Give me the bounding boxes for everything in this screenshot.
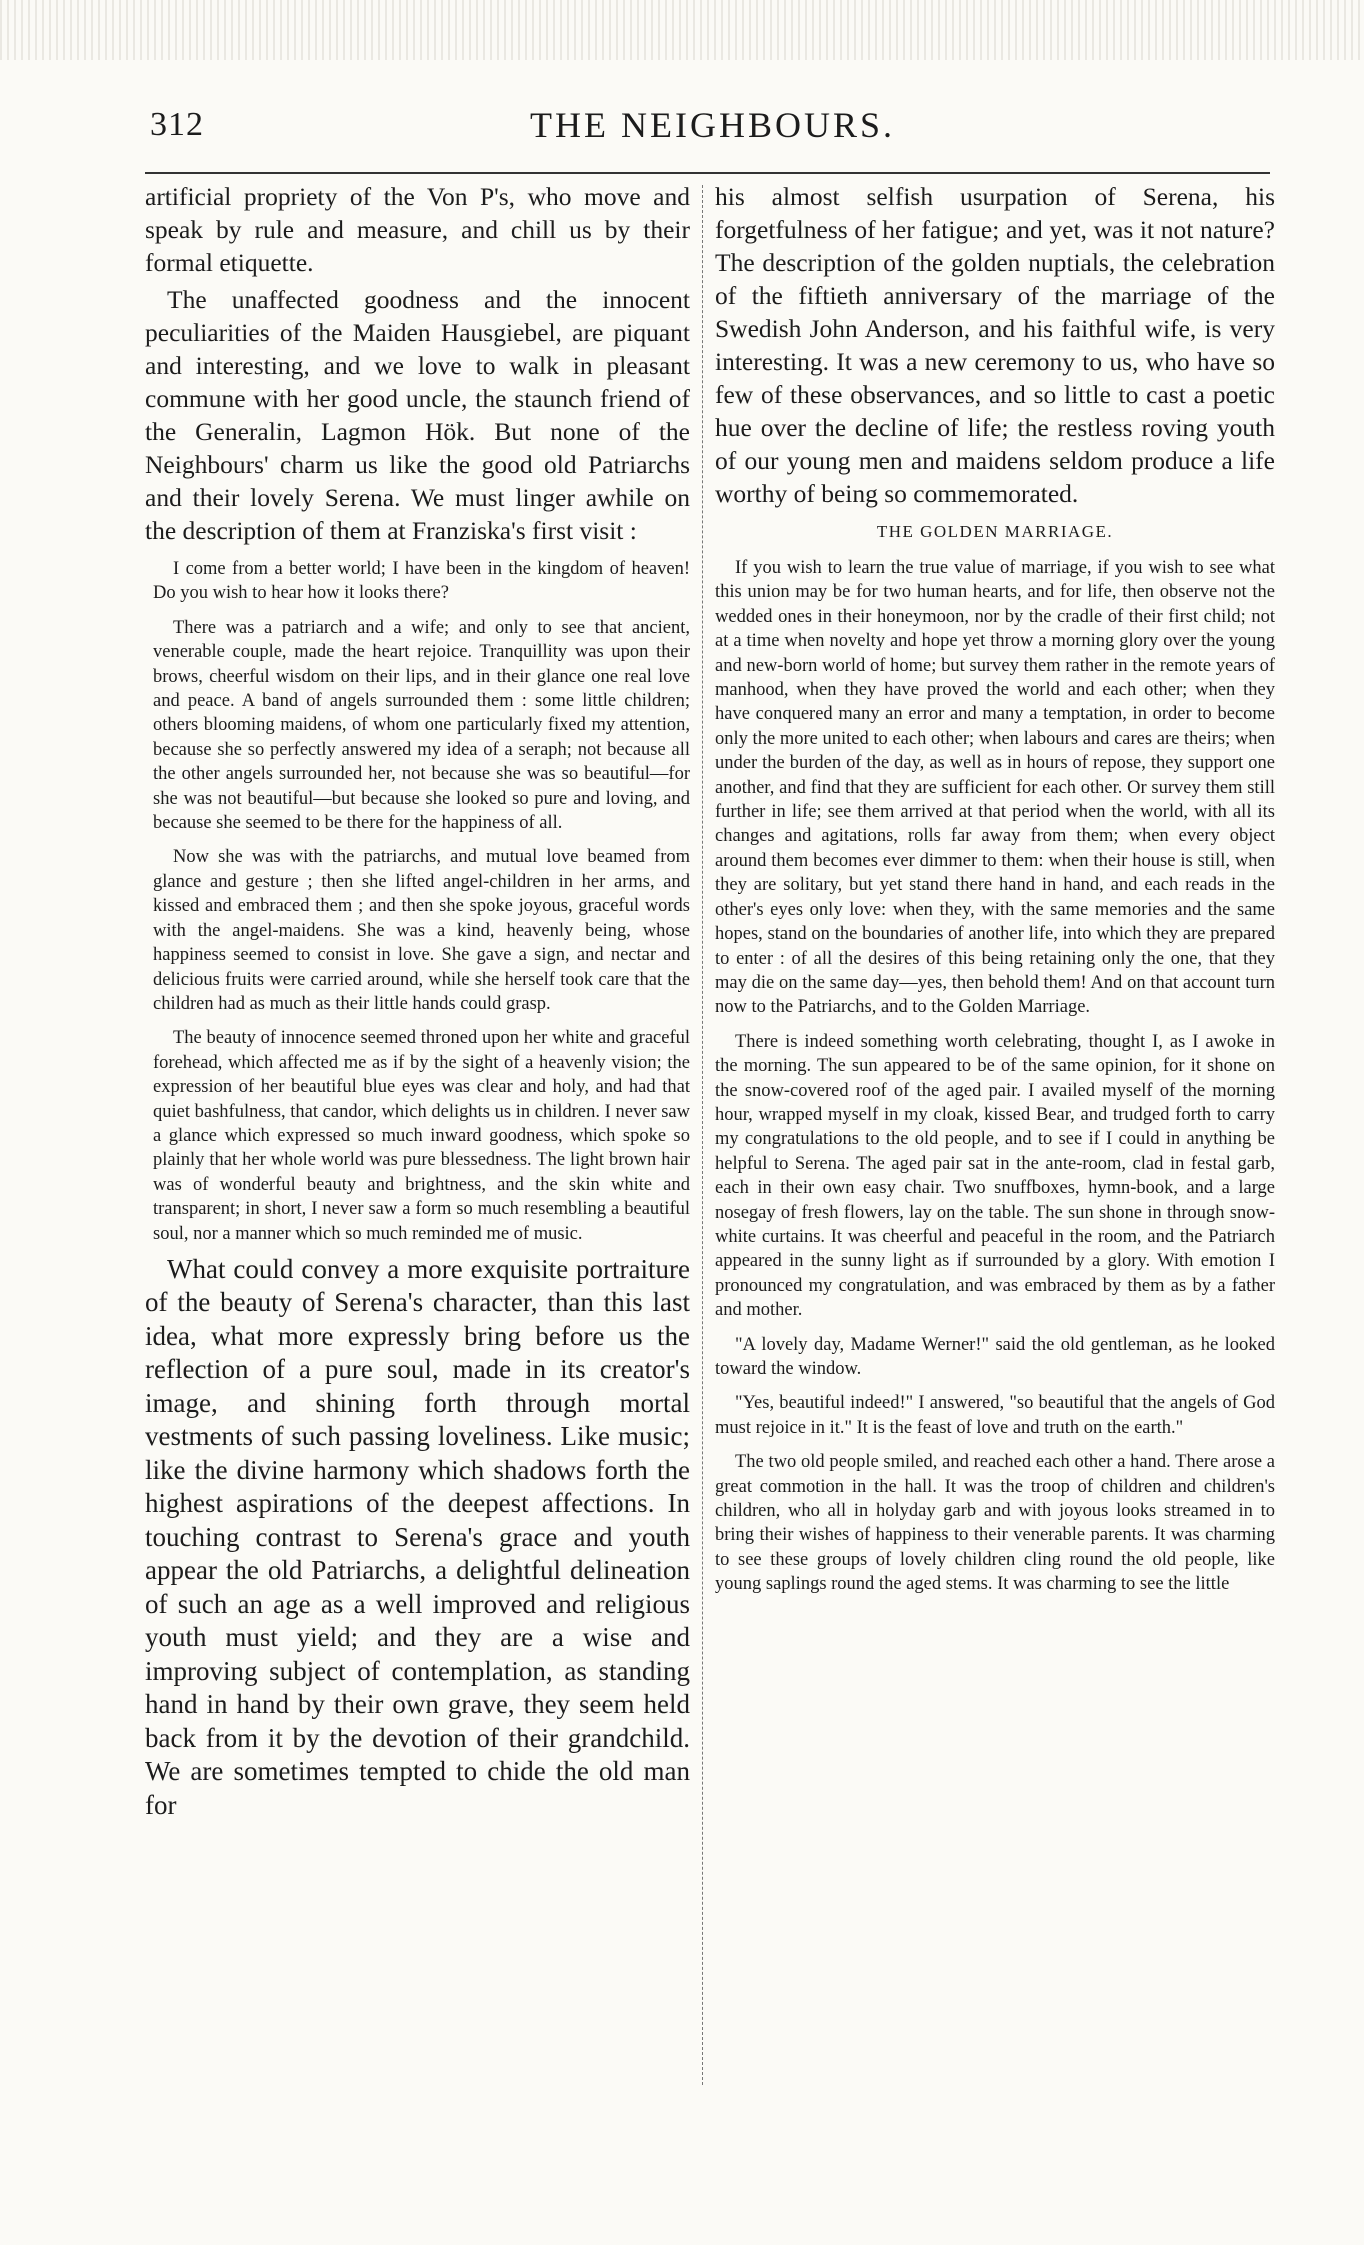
right-quote-5: The two old people smiled, and reached each other a hand. There arose a great commotion in the hall. It was the troop of children and children's children, who all in holyday garb and with joyous looks streamed in to bring their wishes of happiness to their venerable parents. It was charming to see these groups of lovely children cling round the old people, like young saplings round the aged stems. It was charming to see the little [715, 1452, 1275, 1595]
right-quote-2: There is indeed something worth celebrating, thought I, as I awoke in the morning. The sun appeared to be of the same opinion, for it shone on the snow-covered roof of the aged pair. I availed myself of the morning hour, wrapped myself in my cloak, kissed Bear, and trudged forth to carry my congratulations to the old people, and to see if I could in anything be helpful to Serena. The aged pair sat in the ante-room, clad in festal garb, each in their own easy chair. Two snuffboxes, hymn-book, and a large nosegay of fresh flowers, lay on the table. The sun shone in through snow-white curtains. It was cheerful and peaceful in the room, and the Patriarch appeared in the sunny light as if surrounded by a glory. With emotion I pronounced my congratulation, and was embraced by them as by a father and mother. [715, 1031, 1275, 1321]
right-quote-1: If you wish to learn the true value of marriage, if you wish to see what this union may be for two human hearts, and for life, then observe not the wedded ones in their honeymoon, nor by the cradle of their first child; not at a time when novelty and hope yet throw a morning glory over the young and new-born world of home; but survey them rather in the remote years of manhood, when they have proved the world and each other; when they have conquered many an error and many a temptation, in order to become only the more united to each other; when labours and cares are theirs; when under the burden of the day, as well as in hours of repose, they support one another, and find that they are sufficient for each other. Or survey them still further in life; see them arrived at that period when the world, with all its changes and agitations, rolls far away from them; when every object around them becomes ever dimmer to them: when their house is still, when they are solitary, but yet stand there hand in hand, and each reads in the other's eyes only love: when they, with the same memories and the same hopes, stand on the boundaries of another life, into which they are prepared to enter : of all the desires of this being retaining only the one, that they may die on the same day—yes, then behold them! And on that account turn now to the Patriarchs, and to the Golden Marriage. [715, 558, 1275, 1018]
left-quote-3: Now she was with the patriarchs, and mutual love beamed from glance and gesture ; then she lifted angel-children in her arms, and kissed and embraced them ; and then she spoke joyous, graceful words with the angel-maidens. She was a kind, heavenly being, whose happiness seemed to consist in love. She gave a sign, and nectar and delicious fruits were carried around, while she herself took care that the children had as much as their little hands could grasp. [153, 847, 690, 1014]
right-paragraph-1: his almost selfish usurpation of Serena, his forgetfulness of her fatigue; and yet, was it not nature? The description of the golden nuptials, the celebration of the fiftieth anniversary of the marriage of the Swedish John Anderson, and his faithful wife, is very interesting. It was a new ceremony to us, who have so few of these observances, and so little to cast a poetic hue over the decline of life; the restless roving youth of our young men and maidens seldom produce a life worthy of being so commemorated. [715, 182, 1275, 508]
header-rule [145, 172, 1270, 174]
right-quote-3: "A lovely day, Madame Werner!" said the old gentleman, as he looked toward the window. [715, 1334, 1275, 1379]
column-divider [702, 185, 703, 2085]
running-title: THE NEIGHBOURS. [530, 105, 895, 145]
section-title: THE GOLDEN MARRIAGE. [876, 522, 1114, 541]
left-paragraph-2: The unaffected goodness and the innocent peculiarities of the Maiden Hausgiebel, are piquant and interesting, and we love to walk in pleasant commune with her good uncle, the staunch friend of the Generalin, Lagmon Hök. But none of the Neighbours' charm us like the good old Patriarchs and their lovely Serena. We must linger awhile on the description of them at Franziska's first visit : [145, 285, 690, 545]
left-paragraph-3: What could convey a more exquisite portraiture of the beauty of Serena's character, than this last idea, what more expressly bring before us the reflection of a pure soul, made in its creator's image, and shining forth through mortal vestments of such passing loveliness. Like music; like the divine harmony which shadows forth the highest aspirations of the deepest affections. In touching contrast to Serena's grace and youth appear the old Patriarchs, a delightful delineation of such an age as a well improved and religious youth must yield; and they are a wise and improving subject of contemplation, as standing hand in hand by their own grave, they seem held back from it by the devotion of their grandchild. We are sometimes tempted to chide the old man for [145, 1253, 690, 1820]
left-paragraph-1: artificial propriety of the Von P's, who move and speak by rule and measure, and chill us by their formal etiquette. [145, 182, 690, 277]
left-column [145, 180, 690, 2140]
left-quote-4: The beauty of innocence seemed throned upon her white and graceful forehead, which affected me as if by the sight of a heavenly vision; the expression of her beautiful blue eyes was clear and holy, and had that quiet bashfulness, that candor, which delights us in children. I never saw a glance which expressed so much inward goodness, which spoke so plainly that her whole world was pure blessedness. The light brown hair was of wonderful beauty and brightness, and the skin white and transparent; in short, I never saw a form so much resembling a beautiful soul, nor a manner which so much reminded me of music. [153, 1028, 690, 1244]
left-quote-1: I come from a better world; I have been in the kingdom of heaven! Do you wish to hear how it looks there? [153, 559, 690, 604]
top-edge-noise [0, 0, 1364, 60]
right-column [715, 180, 1275, 2130]
right-quote-4: "Yes, beautiful indeed!" I answered, "so beautiful that the angels of God must rejoice in it." It is the feast of love and truth on the earth." [715, 1393, 1275, 1438]
left-quote-2: There was a patriarch and a wife; and only to see that ancient, venerable couple, made the heart rejoice. Tranquillity was upon their brows, cheerful wisdom on their lips, and in their glance one real love and peace. A band of angels surrounded them : some little children; others blooming maidens, of whom one particularly fixed my attention, because she so perfectly answered my idea of a seraph; not because all the other angels surrounded her, not because she was so beautiful—for she was not beautiful—but because she looked so pure and loving, and because she seemed to be there for the happiness of all. [153, 617, 690, 834]
page-number: 312 [150, 106, 204, 143]
page-header [140, 100, 1240, 150]
